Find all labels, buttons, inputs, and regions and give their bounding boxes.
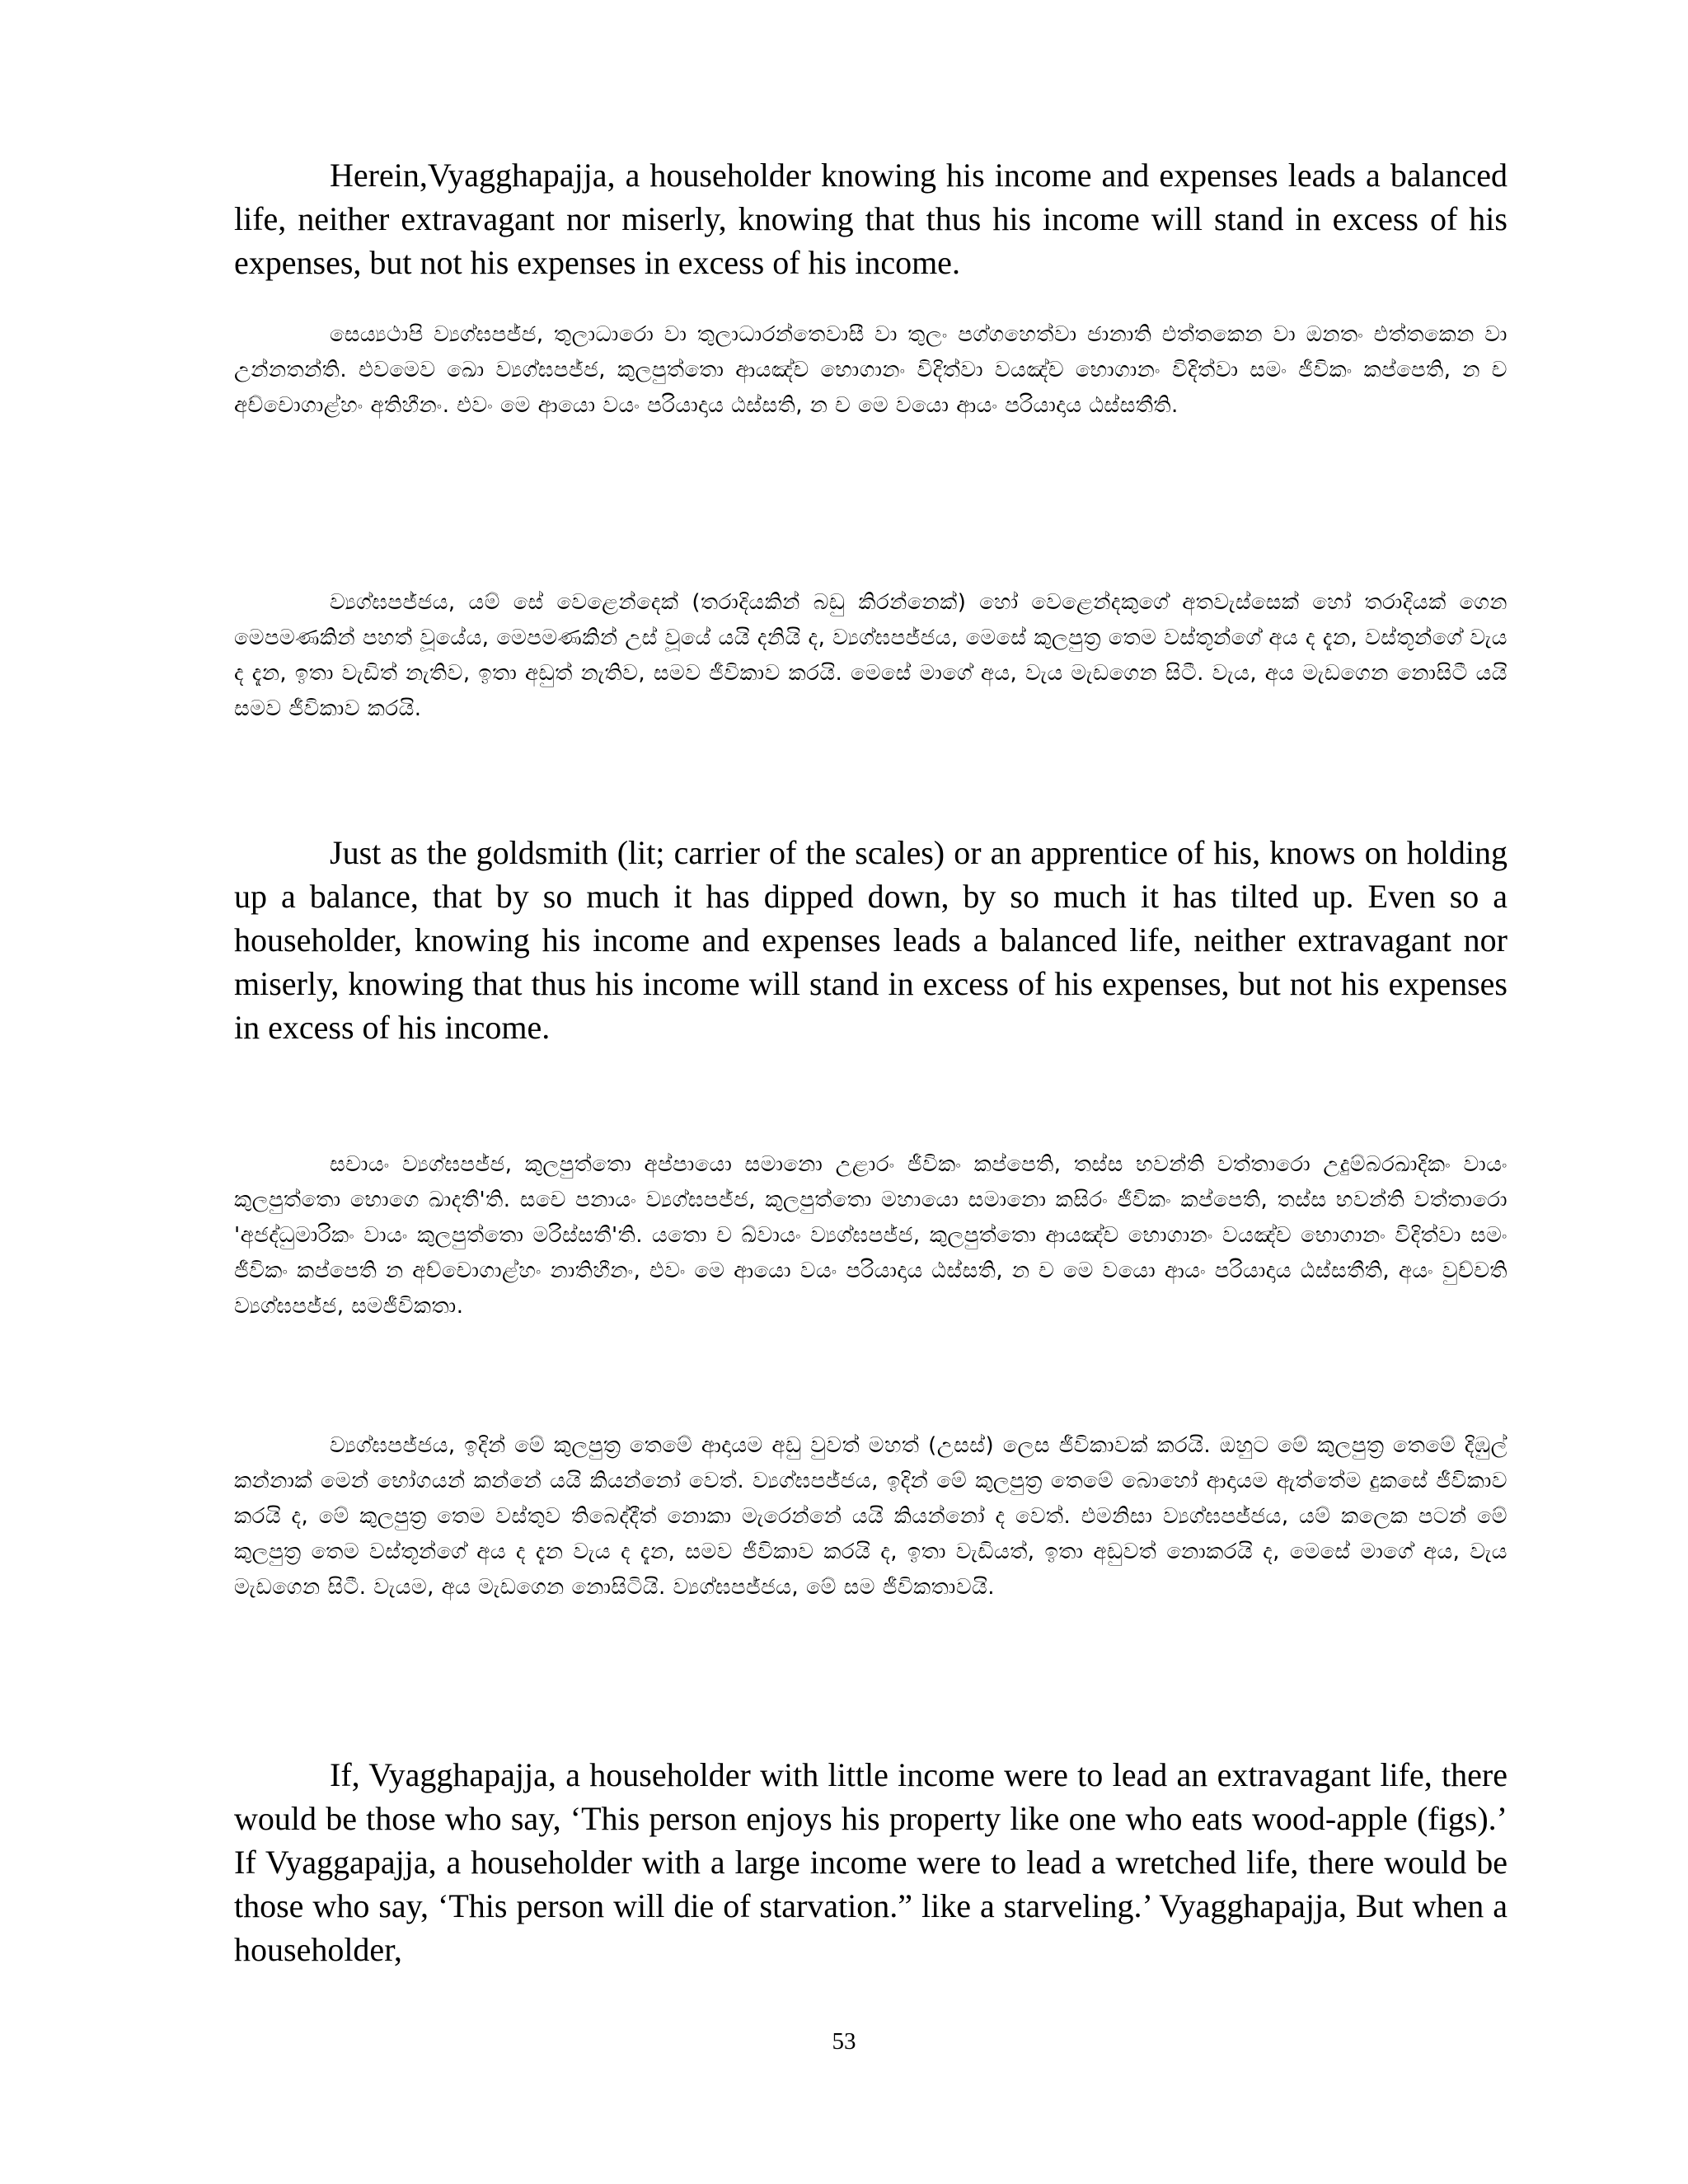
paragraph-pali-1: සෙය්‍යථාපි ව්‍යග්ඝපජ්ජ, තුලාධාරො වා තුලාධාරන්තෙවාසී වා තුලං පග්ගහෙත්වා ජානාති එත්තකෙන වා ඔනතං එත්තකෙන වා උන්නතන්ති. එවමෙව ඛො ව්‍යග්ඝපජ්ජ, කුලපුත්තො ආයඤ්ච භොගානං විදිත්වා වයඤ්ච භොගානං විදිත්වා සමං ජීවිකං කප්පෙති, න ච අච්චොගාළ්හං අතිහීනං. එවං මෙ ආයො වයං පරියාදාය ඨස්සති, න ච මෙ වයො ආයං පරියාදාය ඨස්සතීති.	[234, 322, 1507, 418]
paragraph-sinhala-2: ව්‍යග්ඝපජ්ජය, ඉදින් මේ කුලපුත්‍ර තෙමේ ආදායම අඩු වුවත් මහත් (උසස්) ලෙස ජීවිකාවක් කරයි. ඔහුට මේ කුලපුත්‍ර තෙමේ දිඹුල් කන්නාක් මෙන් භෝගයන් කන්නේ යයි කියන්නෝ වෙත්. ව්‍යග්ඝපජ්ජය, ඉදින් මේ කුලපුත්‍ර තෙමේ බොහෝ ආදායම ඇත්තේම දුකසේ ජීවිකාව කරයි ද, මේ කුලපුත්‍ර තෙම වස්තුව තිබෙද්දීත් නොකා මැරෙන්නේ යයි කියන්නෝ ද වෙත්. එමනිසා ව්‍යග්ඝපජ්ජය, යම් කලෙක පටන් මේ කුලපුත්‍ර තෙම වස්තූන්ගේ අය ද දැන වැය ද දැන, සමව ජීවිකාව කරයි ද, ඉතා වැඩියත්, ඉතා අඩුවත් නොකරයි ද, මෙසේ මාගේ අය, වැය මැඩගෙන සිටී. වැයම, අය මැඩගෙන නොසිටියි. ව්‍යග්ඝපජ්ජය, මේ සම ජීවිකතාවයි.	[234, 1433, 1507, 1600]
page-number: 53	[832, 2028, 856, 2055]
paragraph-english-1: Herein,Vyagghapajja, a householder knowing his income and expenses leads a balanced life, neither extravagant nor miserly, knowing that thus his income will stand in excess of his expenses, but not his expenses in excess of his income.	[234, 157, 1507, 281]
paragraph-sinhala-1: ව්‍යග්ඝපජ්ජය, යම් සේ වෙළෙන්දෙක් (තරාදියකින් බඩු කිරන්නෙක්) හෝ වෙළෙන්දකුගේ අතවැස්සෙක් හෝ තරාදියක් ගෙන මෙපමණකින් පහත් වූයේය, මෙපමණකින් උස් වූයේ යයි දනියි ද, ව්‍යග්ඝපජ්ජය, මෙසේ කුලපුත්‍ර තෙම වස්තූන්ගේ අය ද දැන, වස්තූන්ගේ වැය ද දැන, ඉතා වැඩිත් නැතිව, ඉතා අඩුත් නැතිව, සමව ජීවිකාව කරයි. මෙසේ මාගේ අය, වැය මැඩගෙන සිටී. වැය, අය මැඩගෙන නොසිටී යයි සමව ජීවිකාව කරයි.	[234, 590, 1507, 721]
paragraph-pali-2: සචායං ව්‍යග්ඝපජ්ජ, කුලපුත්තො අප්පායො සමානො උළාරං ජීවිකං කප්පෙති, තස්ස භවන්ති වත්තාරො උදුම්බරඛාදිකං වායං කුලපුත්තො භොගෙ ඛාදතී'ති. සචෙ පනායං ව්‍යග්ඝපජ්ජ, කුලපුත්තො මහායො සමානො කසිරං ජීවිකං කප්පෙති, තස්ස භවන්ති වත්තාරො 'අජද්ධුමාරිකං වායං කුලපුත්තො මරිස්සතී'ති. යතො ච ඛ්වායං ව්‍යග්ඝපජ්ජ, කුලපුත්තො ආයඤ්ච භොගානං වයඤ්ච භොගානං විදිත්වා සමං ජීවිකං කප්පෙති න අච්චොගාළ්හං නාතිහීනං, එවං මෙ ආයො වයං පරියාදාය ඨස්සති, න ච මෙ වයො ආයං පරියාදාය ඨස්සතීති, අයං වුච්චති ව්‍යග්ඝපජ්ජ, සමජීවිකතා.	[234, 1152, 1507, 1319]
paragraph-english-2: Just as the goldsmith (lit; carrier of the scales) or an apprentice of his, knows on holding up a balance, that by so much it has dipped down, by so much it has tilted up. Even so a householder, knowing his income and expenses leads a balanced life, neither extravagant nor miserly, knowing that thus his income will stand in excess of his expenses, but not his expenses in excess of his income.	[234, 834, 1507, 1046]
paragraph-english-3: If, Vyagghapajja, a householder with little income were to lead an extravagant life, there would be those who say, ‘This person enjoys his property like one who eats wood-apple (figs).’ If Vyaggapajja, a householder with a large income were to lead a wretched life, there would be those who say, ‘This person will die of starvation.” like a starveling.’ Vyagghapajja, But when a householder,	[234, 1756, 1507, 1968]
